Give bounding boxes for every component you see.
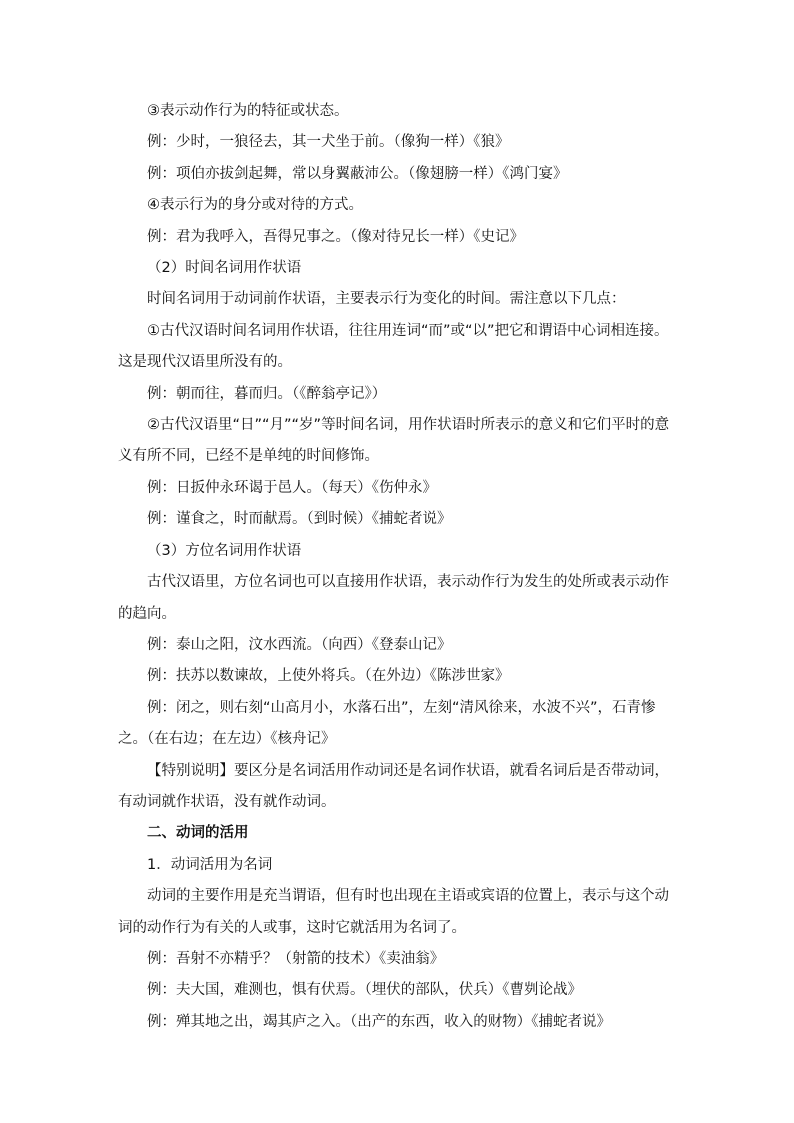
- paragraph: 例：闭之，则右刻“山高月小，水落石出”，左刻“清风徐来，水波不兴”，石青惨之。（在右边；在左边）《核舟记》: [118, 699, 656, 748]
- paragraph: 动词的主要作用是充当谓语，但有时也出现在主语或宾语的位置上，表示与这个动词的动作行为有关的人或事，这时它就活用为名词了。: [118, 888, 669, 936]
- paragraph: 例：殚其地之出，竭其庐之入。（出产的东西，收入的财物）《捕蛇者说》: [147, 1013, 611, 1030]
- paragraph: 例：泰山之阳，汶水西流。（向西）《登泰山记》: [147, 636, 452, 653]
- paragraph: ④表示行为的身分或对待的方式。: [147, 197, 363, 214]
- paragraph: ①古代汉语时间名词用作状语，往往用连词“而”或“以”把它和谓语中心词相连接。这是现代汉语里所没有的。: [118, 322, 669, 371]
- subsection-heading: 1．动词活用为名词: [147, 856, 273, 873]
- paragraph: 例：少时，一狼径去，其一犬坐于前。（像狗一样）《狼》: [147, 134, 510, 151]
- section-heading: 二、动词的活用: [147, 825, 249, 842]
- paragraph: 例：夫大国，难测也，惧有伏焉。（埋伏的部队，伏兵）《曹刿论战》: [147, 982, 582, 999]
- paragraph: 例：项伯亦拔剑起舞，常以身翼蔽沛公。（像翅膀一样）《鸿门宴》: [147, 165, 568, 182]
- paragraph: 时间名词用于动词前作状语，主要表示行为变化的时间。需注意以下几点：: [147, 291, 626, 308]
- paragraph: 例：吾射不亦精乎？（射箭的技术）《卖油翁》: [147, 950, 445, 967]
- paragraph: （2）时间名词用作状语: [147, 260, 302, 277]
- paragraph: 例：谨食之，时而献焉。（到时候）《捕蛇者说》: [147, 511, 452, 528]
- paragraph: 古代汉语里，方位名词也可以直接用作状语，表示动作行为发生的处所或表示动作的趋向。: [118, 574, 669, 622]
- paragraph: 例：扶苏以数谏故，上使外将兵。（在外边）《陈涉世家》: [147, 668, 510, 685]
- paragraph: 例：朝而往，暮而归。（《醉翁亭记》）: [147, 385, 387, 402]
- paragraph: 【特别说明】要区分是名词活用作动词还是名词作状语，就看名词后是否带动词，有动词就作状语，没有就作动词。: [118, 762, 669, 810]
- paragraph: ②古代汉语里“日”“月”“岁”等时间名词，用作状语时所表示的意义和它们平时的意义有所不同，已经不是单纯的时间修饰。: [118, 417, 670, 465]
- paragraph: 例：君为我呼入，吾得兄事之。（像对待兄长一样）《史记》: [147, 228, 524, 245]
- paragraph: ③表示动作行为的特征或状态。: [147, 103, 349, 119]
- paragraph: 例：日扳仲永环谒于邑人。（每天）《伤仲永》: [147, 479, 437, 496]
- paragraph: （3）方位名词用作状语: [147, 542, 302, 559]
- document-body: [118, 96, 676, 1038]
